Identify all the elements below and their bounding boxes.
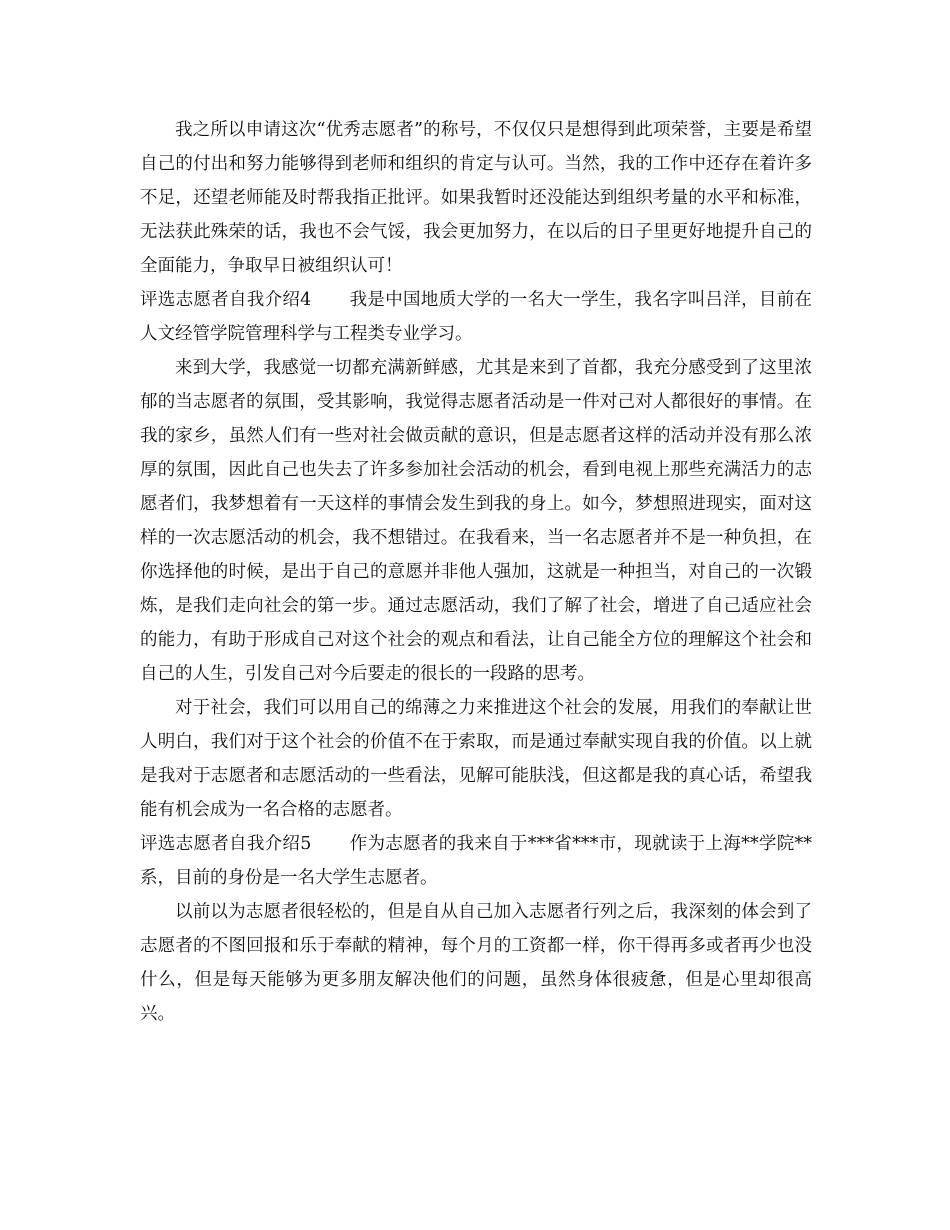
section-5-line (140, 827, 812, 895)
section-4-intro: 我是中国地质大学的一名大一学生，我名字叫吕洋，目前在人文经管学院管理科学与工程类专业学习。 (140, 290, 813, 344)
paragraph-3: 对于社会，我们可以用自己的绵薄之力来推进这个社会的发展，用我们的奉献让世人明白，我们对于这个社会的价值不在于索取，而是通过奉献实现自我的价值。以上就是我对于志愿者和志愿活动的一些看法，见解可能肤浅，但这都是我的真心话，希望我能有机会成为一名合格的志愿者。 (140, 698, 812, 820)
paragraph-1: 我之所以申请这次“优秀志愿者”的称号，不仅仅只是想得到此项荣誉，主要是希望自己的付出和努力能够得到老师和组织的肯定与认可。当然，我的工作中还存在着许多不足，还望老师能及时帮我指正批评。如果我暂时还没能达到组织考量的水平和标准，无法获此殊荣的话，我也不会气馁，我会更加努力，在以后的日子里更好地提升自己的全面能力，争取早日被组织认可！ (140, 120, 812, 276)
section-5-intro: 作为志愿者的我来自于***省***市，现就读于上海**学院**系，目前的身份是一名大学生志愿者。 (140, 834, 813, 888)
document-body (140, 113, 812, 1031)
paragraph-2: 来到大学，我感觉一切都充满新鲜感，尤其是来到了首都，我充分感受到了这里浓郁的当志愿者的氛围，受其影响，我觉得志愿者活动是一件对己对人都很好的事情。在我的家乡，虽然人们有一些对社会做贡献的意识，但是志愿者这样的活动并没有那么浓厚的氛围，因此自己也失去了许多参加社会活动的机会，看到电视上那些充满活力的志愿者们，我梦想着有一天这样的事情会发生到我的身上。如今，梦想照进现实，面对这样的一次志愿活动的机会，我不想错过。在我看来，当一名志愿者并不是一种负担，在你选择他的时候，是出于自己的意愿并非他人强加，这就是一种担当，对自己的一次锻炼，是我们走向社会的第一步。通过志愿活动，我们了解了社会，增进了自己适应社会的能力，有助于形成自己对这个社会的观点和看法，让自己能全方位的理解这个社会和自己的人生，引发自己对今后要走的很长的一段路的思考。 (140, 358, 812, 684)
paragraph-4: 以前以为志愿者很轻松的，但是自从自己加入志愿者行列之后，我深刻的体会到了志愿者的不图回报和乐于奉献的精神，每个月的工资都一样，你干得再多或者再少也没什么，但是每天能够为更多朋友解决他们的问题，虽然身体很疲惫，但是心里却很高兴。 (140, 902, 812, 1024)
section-4-line (140, 283, 812, 351)
section-4-title: 评选志愿者自我介绍4 (140, 290, 312, 310)
section-5-title: 评选志愿者自我介绍5 (140, 834, 312, 854)
